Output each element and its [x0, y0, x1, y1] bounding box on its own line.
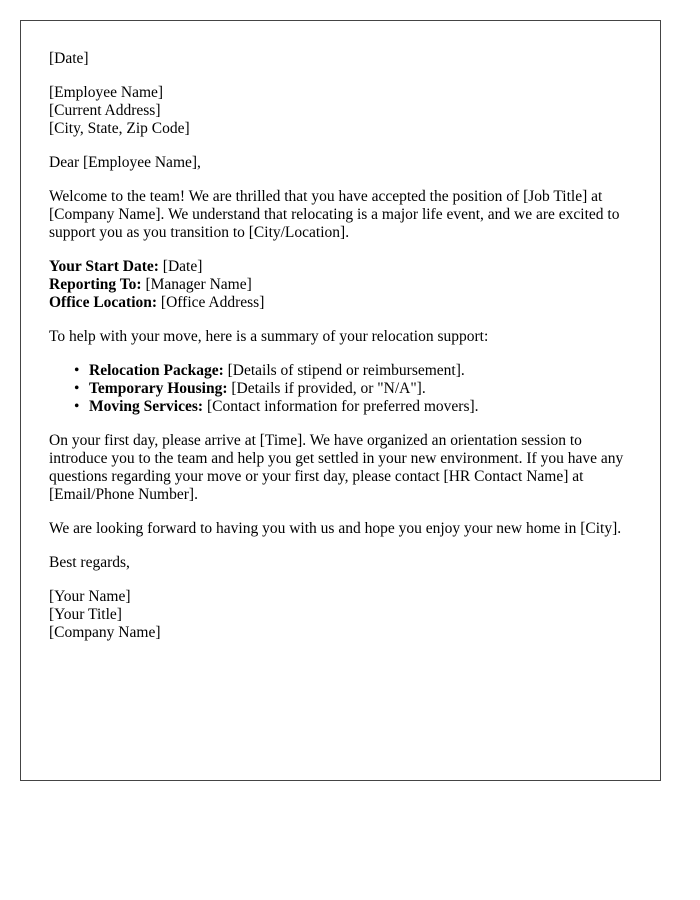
letter-date: [Date] [49, 50, 89, 67]
signature-name: [Your Name] [49, 588, 131, 605]
support-intro: To help with your move, here is a summary of your relocation support: [49, 328, 489, 345]
support-item-moving-services [74, 398, 632, 416]
detail-value: [Date] [158, 258, 203, 275]
detail-label: Reporting To: [49, 276, 142, 293]
recipient-address: [Current Address] [49, 102, 161, 119]
detail-value: [Manager Name] [141, 276, 252, 293]
recipient-block [49, 84, 632, 138]
support-item-value: [Details if provided, or "N/A"]. [227, 380, 426, 397]
signature-title: [Your Title] [49, 606, 122, 623]
support-list [49, 362, 632, 416]
detail-reporting-to [49, 276, 632, 294]
first-day-paragraph: On your first day, please arrive at [Time]. We have organized an orientation session to introduce you to the team and help you get settled in your new environment. If you have any questions regarding your move or your first day, please contact [HR Contact Name] at [Email/Phone Number]. [49, 432, 624, 503]
signature-block [49, 588, 632, 642]
support-item-value: [Details of stipend or reimbursement]. [223, 362, 465, 379]
signature-company: [Company Name] [49, 624, 161, 641]
support-item-label: Moving Services: [89, 398, 204, 415]
intro-paragraph: Welcome to the team! We are thrilled that you have accepted the position of [Job Title] at [Company Name]. We understand that relocating is a major life event, and we are excited to support you as you transition to [City/Location]. [49, 188, 620, 241]
bullet-icon: • [74, 380, 80, 397]
bullet-icon: • [74, 362, 80, 379]
recipient-city-state-zip: [City, State, Zip Code] [49, 120, 190, 137]
support-item-temporary-housing [74, 380, 632, 398]
detail-label: Your Start Date: [49, 258, 159, 275]
bullet-icon: • [74, 398, 80, 415]
support-item-label: Temporary Housing: [89, 380, 228, 397]
support-item-value: [Contact information for preferred movers]. [203, 398, 479, 415]
support-item-label: Relocation Package: [89, 362, 224, 379]
details-block [49, 258, 632, 312]
detail-start-date [49, 258, 632, 276]
closing-paragraph: We are looking forward to having you with us and hope you enjoy your new home in [City]. [49, 520, 622, 537]
detail-label: Office Location: [49, 294, 158, 311]
sign-off: Best regards, [49, 554, 130, 571]
salutation: Dear [Employee Name], [49, 154, 201, 171]
support-item-relocation-package [74, 362, 632, 380]
detail-value: [Office Address] [157, 294, 265, 311]
letter-page [20, 20, 661, 781]
detail-office-location [49, 294, 632, 312]
recipient-name: [Employee Name] [49, 84, 164, 101]
